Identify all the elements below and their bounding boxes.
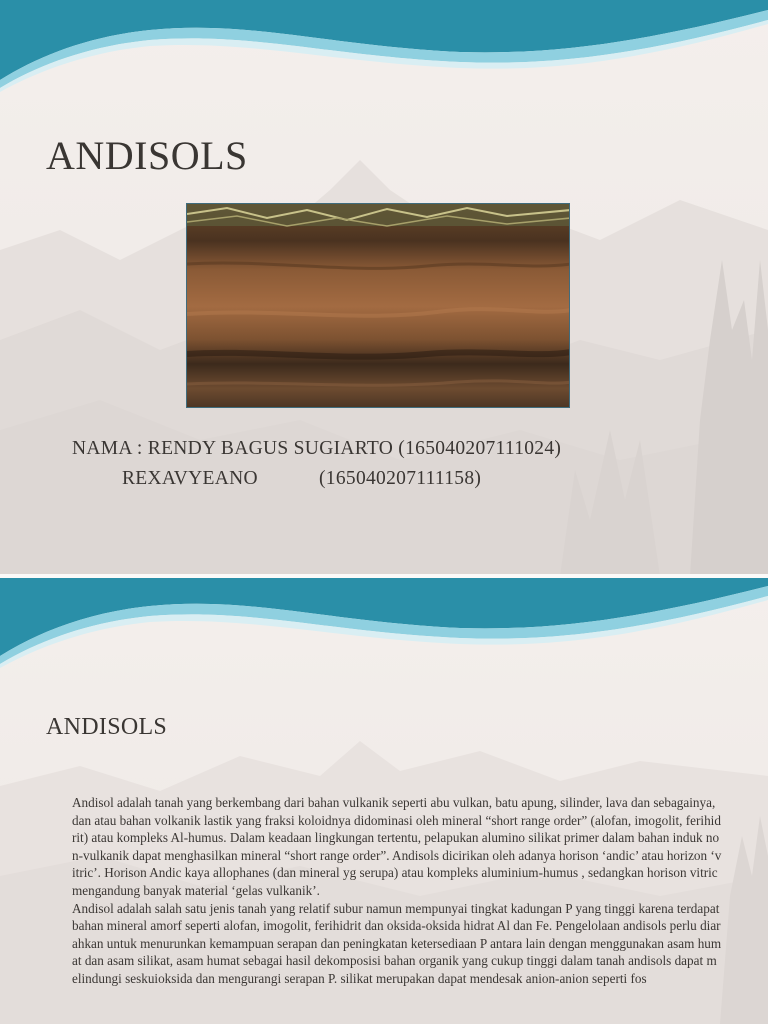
header-wave xyxy=(0,576,768,671)
slide-title: ANDISOLS xyxy=(46,714,168,740)
body-text xyxy=(72,794,722,988)
slide-title: ANDISOLS xyxy=(46,133,248,178)
paragraph-1: Andisol adalah tanah yang berkembang dari bahan vulkanik seperti abu vulkan, batu apung, silinder, lava dan sebagainya, dan atau bahan volkanik lastik yang fraksi koloidnya didominasi oleh mineral “short range order” (alofan, imogolit, ferihidrit) atau kompleks Al-humus. Dalam keadaan lingkungan tertentu, pelapukan alumino silikat primer dalam bahan induk non-vulkanik dapat menghasilkan mineral “short range order”. Andisols dicirikan oleh adanya horison ‘andic’ atau horizon ‘vitric’. Horison Andic kaya allophanes (dan mineral yg serupa) atau kompleks aluminium-humus , sedangkan horison vitric mengandung banyak material ‘gelas vulkanik’. xyxy=(72,795,722,898)
author-names xyxy=(72,434,672,494)
slide-2 xyxy=(0,576,768,1024)
soil-profile-image xyxy=(186,203,570,408)
author-line-1: NAMA : RENDY BAGUS SUGIARTO (165040207111024) xyxy=(72,438,562,459)
paragraph-2: Andisol adalah salah satu jenis tanah yang relatif subur namun mempunyai tingkat kadungan P yang tinggi karena terdapat bahan mineral amorf seperti alofan, imogolit, ferihidrit dan oksida-oksida hidrat Al dan Fe. Pengelolaan andisols perlu diarahkan untuk menurunkan kemampuan serapan dan peningkatan ketersediaan P antara lain dengan menggunakan asam humat dan asam silikat, asam humat sebagai hasil dekomposisi bahan organik yang cukup tinggi dalam tanah andisols dapat melindungi seskuioksida dan mengurangi serapan P. silikat merupakan dapat mendesak anion-anion seperti fos xyxy=(72,900,722,986)
author-id-2: (165040207111158) xyxy=(319,468,482,489)
header-wave xyxy=(0,0,768,95)
slide-divider xyxy=(0,574,768,578)
author-name-2: REXAVYEANO xyxy=(122,468,258,489)
